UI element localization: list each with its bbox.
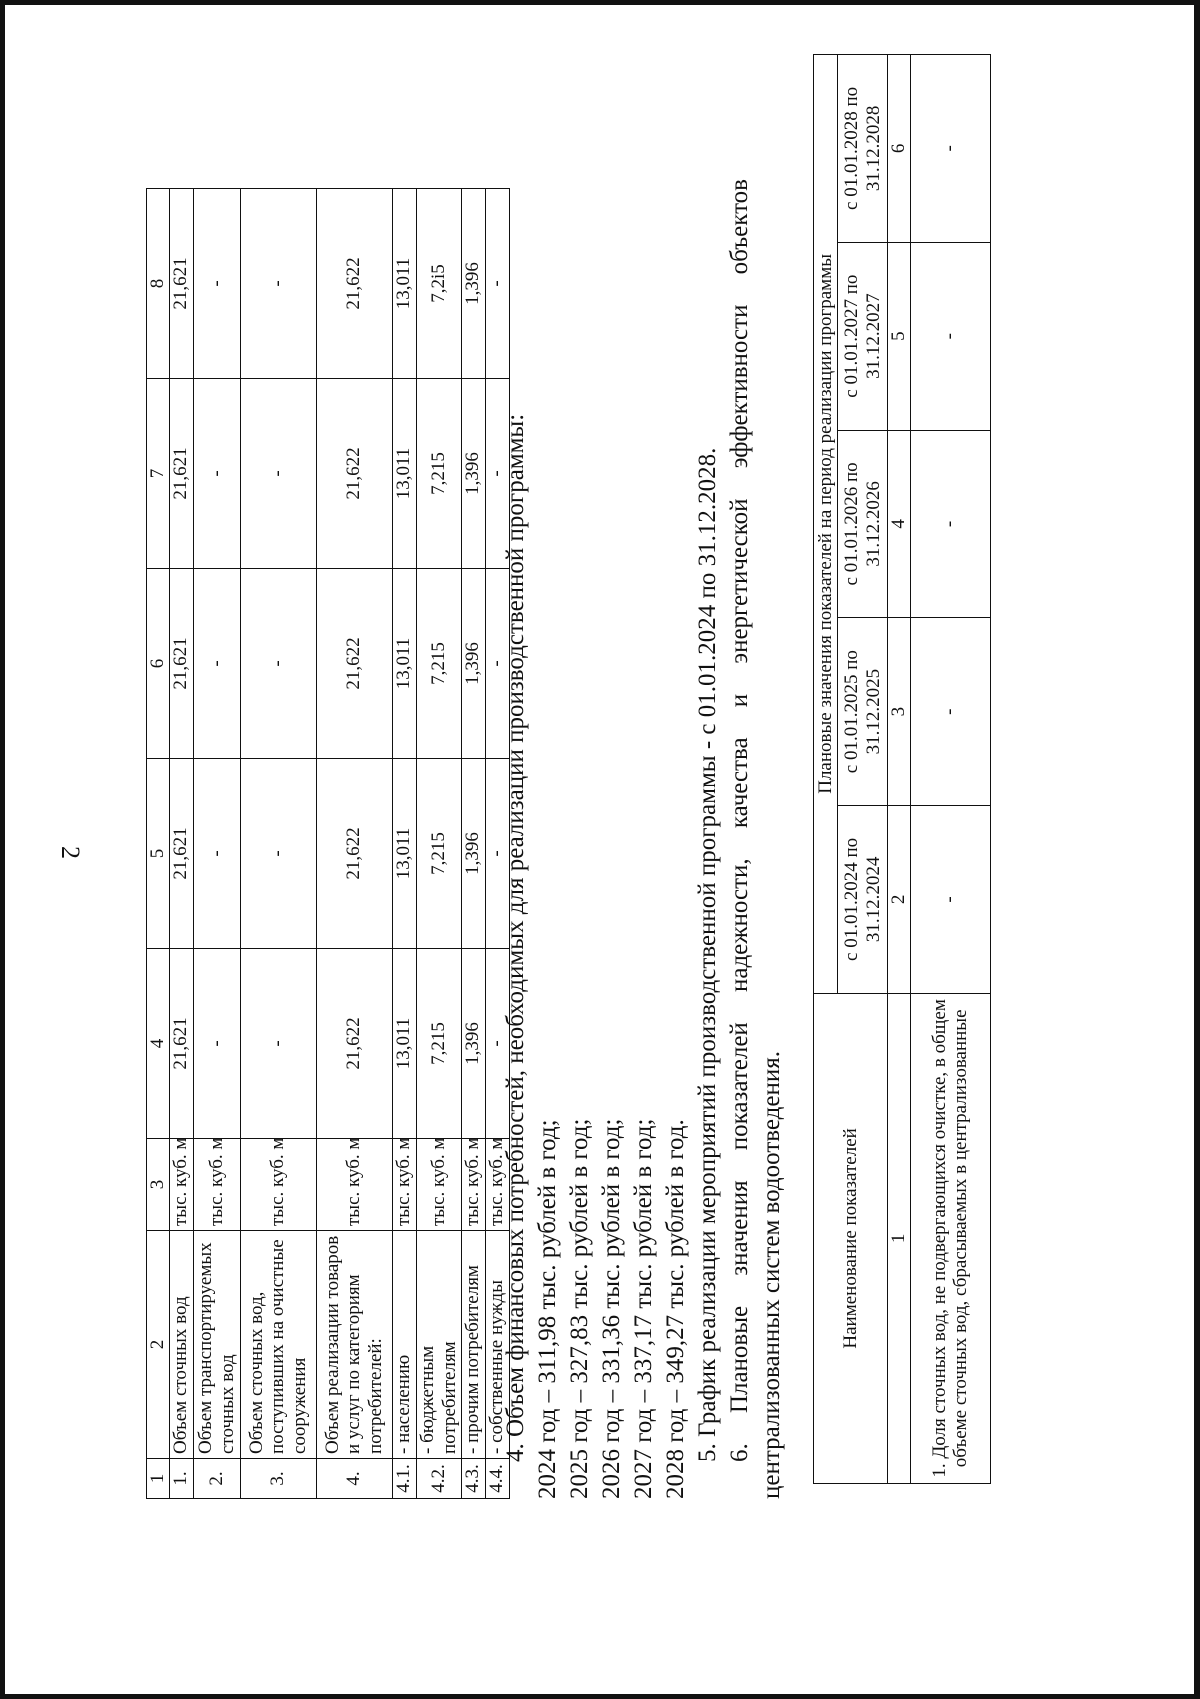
row-name: Объем транспортируемых сточных вод xyxy=(193,1231,240,1459)
period-header: с 01.01.2025 по 31.12.2025 xyxy=(838,618,888,806)
value-cell: - xyxy=(193,189,240,379)
year-2026-line: 2026 год – 331,36 тыс. рублей в год; xyxy=(598,1118,625,1499)
column-number: 1 xyxy=(888,993,911,1483)
value-cell: 21,622 xyxy=(316,949,392,1139)
table-row xyxy=(392,189,416,1499)
table-header-row xyxy=(147,189,170,1499)
value-cell: 1,396 xyxy=(461,759,485,949)
value-cell: 21,622 xyxy=(316,379,392,569)
table-number-row xyxy=(888,55,911,1484)
indicator-name: 1. Доля сточных вод, не подвергающихся очистке, в общем объеме сточных вод, сбрасываемых в централизованные xyxy=(910,993,990,1483)
header-cell: 2 xyxy=(147,1231,170,1459)
table-row xyxy=(316,189,392,1499)
value-cell: 21,621 xyxy=(169,569,193,759)
paragraph-6-word: объектов xyxy=(726,179,753,275)
row-number: 4.1. xyxy=(392,1459,416,1499)
paragraph-6-word: показателей xyxy=(726,1022,753,1151)
row-number: 3. xyxy=(240,1459,316,1499)
value-cell: - xyxy=(910,430,990,618)
planned-indicators-table xyxy=(813,54,991,1484)
column-number: 5 xyxy=(888,242,911,430)
value-cell: - xyxy=(910,618,990,806)
period-header: с 01.01.2028 по 31.12.2028 xyxy=(838,55,888,243)
value-cell: - xyxy=(240,569,316,759)
paragraph-6-continuation: централизованных систем водоотведения. xyxy=(758,1051,785,1499)
paragraph-6-word: Плановые xyxy=(726,1305,753,1414)
paragraph-6-word: 6. xyxy=(726,1443,753,1462)
header-cell: 6 xyxy=(147,569,170,759)
value-cell: - xyxy=(240,949,316,1139)
value-cell: 13,011 xyxy=(392,189,416,379)
paragraph-6-word: качества xyxy=(726,737,753,829)
paragraph-6-word: надежности, xyxy=(726,858,753,993)
value-cell: - xyxy=(485,569,509,759)
row-number: 2. xyxy=(193,1459,240,1499)
value-cell: - xyxy=(910,242,990,430)
row-unit: тыс. куб. м xyxy=(416,1139,461,1231)
table-row xyxy=(169,189,193,1499)
row-name: - населению xyxy=(392,1231,416,1459)
row-number: 1. xyxy=(169,1459,193,1499)
header-cell: 7 xyxy=(147,379,170,569)
body-text xyxy=(500,179,788,1499)
row-name: Объем сточных вод, поступивших на очистные сооружения xyxy=(240,1231,316,1459)
value-cell: - xyxy=(910,806,990,994)
value-cell: 7,215 xyxy=(416,759,461,949)
table-row xyxy=(193,189,240,1499)
row-number: 4.4. xyxy=(485,1459,509,1499)
row-name: Объем реализации товаров и услуг по категориям потребителей: xyxy=(316,1231,392,1459)
value-cell: - xyxy=(193,949,240,1139)
value-cell: 7,2i5 xyxy=(416,189,461,379)
value-cell: 1,396 xyxy=(461,379,485,569)
header-cell: 1 xyxy=(147,1459,170,1499)
page-number: 2 xyxy=(56,846,85,859)
paragraph-6-first-line xyxy=(724,179,756,1499)
year-2028-line: 2028 год – 349,27 тыс. рублей в год. xyxy=(662,1119,689,1499)
column-number: 2 xyxy=(888,806,911,994)
value-cell: 1,396 xyxy=(461,569,485,759)
table-row xyxy=(240,189,316,1499)
table-row xyxy=(910,55,990,1484)
row-number: 4.3. xyxy=(461,1459,485,1499)
value-cell: - xyxy=(193,569,240,759)
value-cell: 7,215 xyxy=(416,569,461,759)
value-cell: - xyxy=(485,759,509,949)
year-2024-line: 2024 год – 311,98 тыс. рублей в год; xyxy=(534,1119,561,1499)
value-cell: 7,215 xyxy=(416,949,461,1139)
row-unit: тыс. куб. м xyxy=(485,1139,509,1231)
period-header: с 01.01.2026 по 31.12.2026 xyxy=(838,430,888,618)
header-cell: 5 xyxy=(147,759,170,949)
value-cell: 21,621 xyxy=(169,949,193,1139)
value-cell: 1,396 xyxy=(461,949,485,1139)
paragraph-6-word: энергетической xyxy=(726,498,753,664)
row-name: - бюджетным потребителям xyxy=(416,1231,461,1459)
value-cell: 21,622 xyxy=(316,189,392,379)
paragraph-6-word: значения xyxy=(726,1180,753,1276)
value-cell: 13,011 xyxy=(392,379,416,569)
column-number: 3 xyxy=(888,618,911,806)
value-cell: - xyxy=(193,759,240,949)
value-cell: 13,011 xyxy=(392,569,416,759)
value-cell: 7,215 xyxy=(416,379,461,569)
value-cell: - xyxy=(240,759,316,949)
header-cell: 3 xyxy=(147,1139,170,1231)
column-number: 6 xyxy=(888,55,911,243)
row-unit: тыс. куб. м xyxy=(392,1139,416,1231)
indicator-name-header: Наименование показателей xyxy=(814,993,888,1483)
year-2025-line: 2025 год – 327,83 тыс. рублей в год; xyxy=(566,1118,593,1499)
planned-values-header: Плановые значения показателей на период реализации программы xyxy=(814,55,838,994)
row-unit: тыс. куб. м xyxy=(316,1139,392,1231)
value-cell: 21,621 xyxy=(169,379,193,569)
paragraph-6-word: и xyxy=(726,693,753,708)
production-volume-table xyxy=(146,188,510,1499)
value-cell: 21,621 xyxy=(169,189,193,379)
paragraph-4-title: 4. Объем финансовых потребностей, необходимых для реализации производственной программы: xyxy=(502,413,529,1462)
value-cell: 21,622 xyxy=(316,569,392,759)
header-cell: 4 xyxy=(147,949,170,1139)
row-number: 4.2. xyxy=(416,1459,461,1499)
row-name: Объем сточных вод xyxy=(169,1231,193,1459)
value-cell: 1,396 xyxy=(461,189,485,379)
value-cell: 13,011 xyxy=(392,759,416,949)
paragraph-6-word: эффективности xyxy=(726,304,753,469)
value-cell: - xyxy=(240,379,316,569)
value-cell: - xyxy=(240,189,316,379)
value-cell: 13,011 xyxy=(392,949,416,1139)
value-cell: 21,621 xyxy=(169,759,193,949)
row-unit: тыс. куб. м xyxy=(193,1139,240,1231)
value-cell: 21,622 xyxy=(316,759,392,949)
row-name: - прочим потребителям xyxy=(461,1231,485,1459)
header-cell: 8 xyxy=(147,189,170,379)
value-cell: - xyxy=(485,379,509,569)
value-cell: - xyxy=(485,949,509,1139)
year-2027-line: 2027 год – 337,17 тыс. рублей в год; xyxy=(630,1118,657,1499)
table-row xyxy=(461,189,485,1499)
row-name: - собственные нужды xyxy=(485,1231,509,1459)
paragraph-5: 5. График реализации мероприятий производственной программы - с 01.01.2024 по 31.12.2028. xyxy=(694,447,721,1462)
period-header: с 01.01.2024 по 31.12.2024 xyxy=(838,806,888,994)
value-cell: - xyxy=(193,379,240,569)
value-cell: - xyxy=(485,189,509,379)
row-unit: тыс. куб. м xyxy=(240,1139,316,1231)
table-header-row xyxy=(814,55,838,1484)
row-unit: тыс. куб. м xyxy=(461,1139,485,1231)
table-row xyxy=(416,189,461,1499)
value-cell: - xyxy=(910,55,990,243)
row-number: 4. xyxy=(316,1459,392,1499)
column-number: 4 xyxy=(888,430,911,618)
row-unit: тыс. куб. м xyxy=(169,1139,193,1231)
period-header: с 01.01.2027 по 31.12.2027 xyxy=(838,242,888,430)
